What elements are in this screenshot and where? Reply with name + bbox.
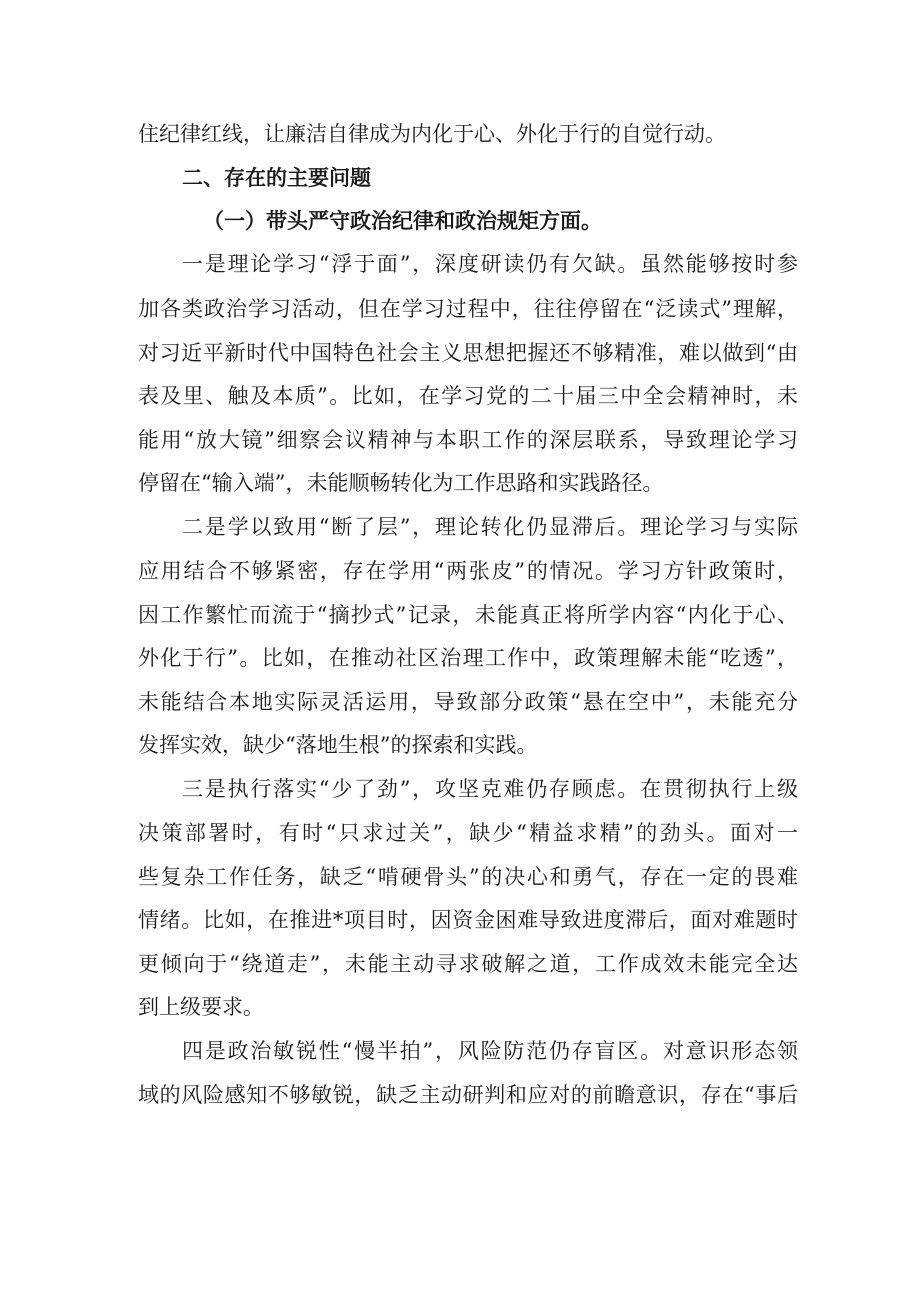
intro-tail-line: 住纪律红线，让廉洁自律成为内化于心、外化于行的自觉行动。 bbox=[138, 122, 726, 146]
section-heading: 二、存在的主要问题 bbox=[182, 165, 371, 190]
paragraph-line: 表及里、触及本质”。比如，在学习党的二十届三中全会精神时，未 bbox=[138, 384, 798, 408]
paragraph-line: 应用结合不够紧密，存在学用“两张皮”的情况。学习方针政策时， bbox=[138, 559, 798, 583]
paragraph-line: 到上级要求。 bbox=[138, 995, 264, 1019]
paragraph-line: 发挥实效，缺少“落地生根”的探索和实践。 bbox=[138, 733, 538, 757]
paragraph-line: 停留在“输入端”，未能顺畅转化为工作思路和实践路径。 bbox=[138, 471, 664, 495]
paragraph-line: 加各类政治学习活动，但在学习过程中，往往停留在“泛读式”理解， bbox=[138, 297, 798, 321]
paragraph-line: 能用“放大镜”细察会议精神与本职工作的深层联系，导致理论学习 bbox=[138, 428, 798, 452]
paragraph-line: 对习近平新时代中国特色社会主义思想把握还不够精准，难以做到“由 bbox=[138, 341, 798, 365]
paragraph-line: 二是学以致用“断了层”，理论转化仍显滞后。理论学习与实际 bbox=[182, 515, 798, 539]
subsection-heading: （一）带头严守政治纪律和政治规矩方面。 bbox=[203, 208, 602, 233]
paragraph-line: 决策部署时，有时“只求过关”，缺少“精益求精”的劲头。面对一 bbox=[138, 821, 798, 845]
paragraph-line: 四是政治敏锐性“慢半拍”，风险防范仍存盲区。对意识形态领 bbox=[182, 1039, 798, 1063]
paragraph-line: 外化于行”。比如，在推动社区治理工作中，政策理解未能“吃透”， bbox=[138, 646, 798, 670]
paragraph-line: 三是执行落实“少了劲”，攻坚克难仍存顾虑。在贯彻执行上级 bbox=[182, 777, 798, 801]
paragraph-line: 一是理论学习“浮于面”，深度研读仍有欠缺。虽然能够按时参 bbox=[182, 252, 798, 276]
paragraph-line: 更倾向于“绕道走”，未能主动寻求破解之道，工作成效未能完全达 bbox=[138, 952, 798, 976]
paragraph-line: 情绪。比如，在推进*项目时，因资金困难导致进度滞后，面对难题时 bbox=[138, 908, 798, 932]
paragraph-line: 因工作繁忙而流于“摘抄式”记录，未能真正将所学内容“内化于心、 bbox=[138, 603, 798, 627]
paragraph-line: 未能结合本地实际灵活运用，导致部分政策“悬在空中”，未能充分 bbox=[138, 690, 798, 714]
paragraph-line: 域的风险感知不够敏锐，缺乏主动研判和应对的前瞻意识，存在“事后 bbox=[138, 1083, 798, 1107]
paragraph-line: 些复杂工作任务，缺乏“啃硬骨头”的决心和勇气，存在一定的畏难 bbox=[138, 865, 798, 889]
